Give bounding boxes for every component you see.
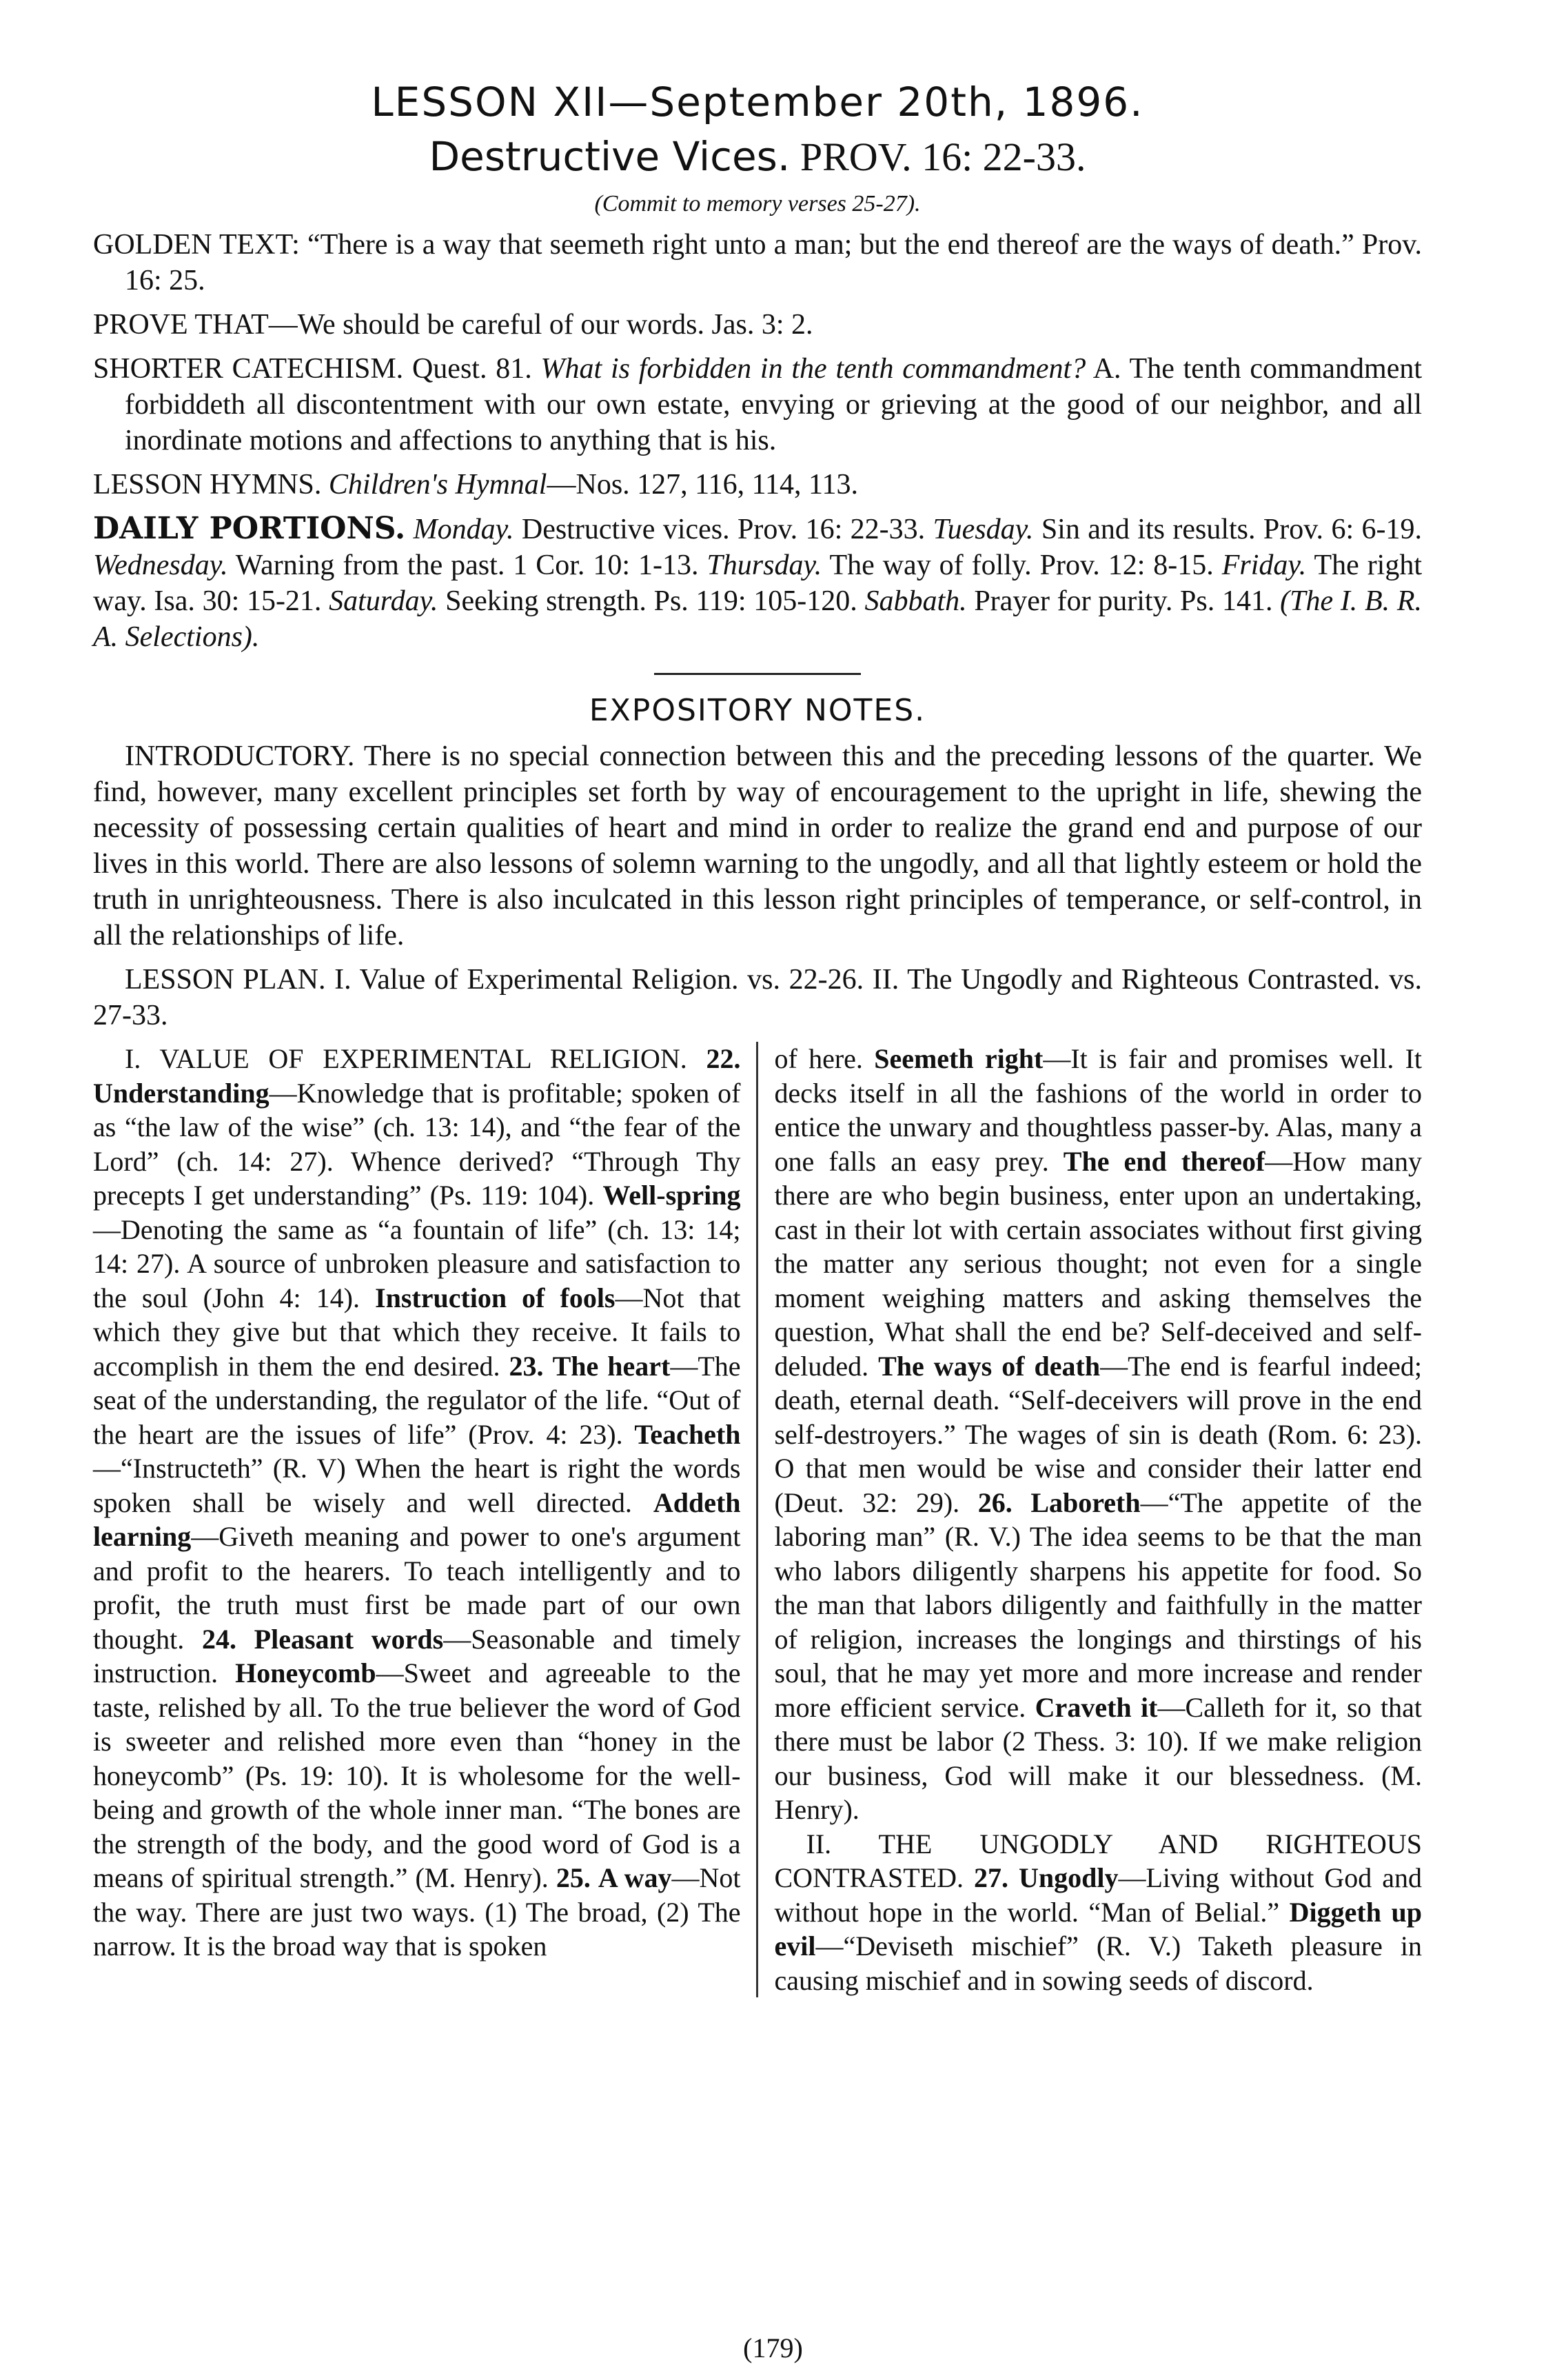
memory-note: (Commit to memory verses 25-27).	[594, 191, 921, 216]
term-teacheth: Teacheth	[634, 1418, 741, 1450]
shorter-catechism	[93, 351, 1422, 458]
section-one-heading: I. VALUE OF EXPERIMENTAL RELIGION.	[125, 1043, 687, 1074]
day-tuesday: Tuesday.	[933, 514, 1034, 545]
hymns-label: LESSON HYMNS.	[93, 469, 322, 501]
note-text: —“Instructeth” (R. V) When the heart is right the words spoken shall be wisely and well directed.	[93, 1453, 741, 1518]
lesson-subject: Destructive Vices.	[429, 133, 791, 180]
golden-text	[93, 227, 1422, 299]
term-seemeth-right: Seemeth right	[874, 1043, 1044, 1074]
lesson-plan-body: I. Value of Experimental Religion. vs. 22-26. II. The Ungodly and Righteous Contrasted. vs. 27-33.	[93, 964, 1422, 1031]
term-addeth-learning: Addeth learning	[93, 1486, 741, 1552]
note-text: of here.	[774, 1043, 863, 1074]
lesson-plan-label: LESSON PLAN.	[125, 964, 326, 996]
catechism-answer: A. The tenth commandment forbiddeth all discontentment with our own estate, envying or grieving at the good of our neighbor, and all inordinate motions and affections to anything that is his.	[125, 353, 1423, 456]
verse-24: 24.	[201, 1623, 236, 1655]
term-well-spring: Well-spring	[602, 1180, 741, 1211]
introductory-body: There is no special connection between this and the preceding lessons of the quarter. We find, however, many excellent principles set forth by way of encouragement to the upright in life, shewing the necessity of possessing certain qualities of heart and mind in order to realize the grand end and purpose of our lives in this world. There are also lessons of solemn warning to the ungodly, and all that lightly esteem or hold the truth in unrighteousness. There is also inculcated in this lesson right principles of temperance, or self-control, in all the relationships of life.	[93, 740, 1422, 951]
term-laboreth: Laboreth	[1030, 1486, 1141, 1518]
verse-27: 27.	[973, 1862, 1008, 1893]
day-monday: Monday.	[413, 514, 514, 545]
day-friday: Friday.	[1221, 549, 1307, 581]
catechism-label: SHORTER CATECHISM.	[93, 353, 404, 385]
portion-saturday: Seeking strength. Ps. 119: 105-120.	[445, 585, 857, 617]
note-text: —Not that which they give but that which they receive. It fails to accomplish in them the end desired.	[93, 1282, 741, 1382]
two-column-notes	[93, 1042, 1422, 1997]
lesson-subject-line	[93, 128, 1422, 185]
note-text: —Knowledge that is profitable; spoken of as “the law of the wise” (ch. 13: 14), and “the fear of the Lord” (ch. 14: 27). Whence derived? “Through Thy precepts I get understanding” (Ps. 119: 104).	[93, 1077, 741, 1211]
verse-22: 22.	[706, 1043, 741, 1074]
term-the-heart: The heart	[552, 1350, 671, 1382]
golden-text-body: “There is a way that seemeth right unto a man; but the end thereof are the ways of death.” Prov. 16: 25.	[125, 229, 1422, 296]
term-the-end-thereof: The end thereof	[1063, 1145, 1265, 1177]
note-text: —Denoting the same as “a fountain of life” (ch. 13: 14; 14: 27). A source of unbroken pleasure and satisfaction to the soul (John 4: 14).	[93, 1213, 741, 1313]
lesson-hymns	[93, 467, 1422, 503]
prove-that-label: PROVE THAT	[93, 309, 269, 341]
day-thursday: Thursday.	[706, 549, 822, 581]
note-text: —Giveth meaning and power to one's argument and profit to the hearers. To teach intelligently and to profit, the truth must first be made part of our own thought.	[93, 1521, 741, 1655]
right-column-text	[775, 1042, 1423, 1827]
portions-source: (The I. B. R. A. Selections).	[93, 585, 1422, 653]
verse-25: 25.	[556, 1862, 591, 1893]
note-text: —“Deviseth mischief” (R. V.) Taketh pleasure in causing mischief and in sowing seeds of discord.	[774, 1930, 1422, 1996]
right-column	[758, 1042, 1423, 1997]
section-divider	[654, 673, 861, 675]
portion-tuesday: Sin and its results. Prov. 6: 6-19.	[1041, 514, 1423, 545]
daily-portions	[93, 511, 1422, 655]
section-two-heading: II. THE UNGODLY AND RIGHTEOUS CONTRASTED.	[774, 1828, 1422, 1893]
note-text: —It is fair and promises well. It decks itself in all the fashions of the world in order to entice the unwary and thoughtless passer-by. Alas, many a one falls an easy prey.	[774, 1043, 1423, 1177]
note-text: —Sweet and agreeable to the taste, relished by all. To the true believer the word of God is sweeter and relished more even than “honey in the honeycomb” (Ps. 19: 10). It is wholesome for the well-being and growth of the whole inner man. “The bones are the strength of the body, and the good word of God is a means of spiritual strength.” (M. Henry).	[93, 1657, 741, 1893]
verse-26: 26.	[977, 1486, 1013, 1518]
day-sabbath: Sabbath.	[864, 585, 967, 617]
prove-that	[93, 307, 1422, 343]
term-diggeth-up-evil: Diggeth up evil	[774, 1896, 1423, 1962]
portion-monday: Destructive vices. Prov. 16: 22-33.	[521, 514, 926, 545]
term-pleasant-words: Pleasant words	[254, 1623, 444, 1655]
term-craveth-it: Craveth it	[1035, 1691, 1158, 1723]
note-text: —“The appetite of the laboring man” (R. V.) The idea seems to be that the man who labors diligently sharpens his appetite for food. So the man that labors diligently and faithfully in the matter of religion, increases the longings and thirstings of his soul, that he may yet more and more increase and render more efficient service.	[774, 1486, 1423, 1723]
note-text: —How many there are who begin business, enter upon an undertaking, cast in their lot with certain associates without first giving the matter any serious thought; not even for a single moment weighing matters and asking themselves the question, What shall the end be? Self-deceived and self-deluded.	[774, 1145, 1423, 1382]
note-text: —The end is fearful indeed; death, eternal death. “Self-deceivers will prove in the end self-destroyers.” The wages of sin is death (Rom. 6: 23). O that men would be wise and consider their latter end (Deut. 32: 29).	[774, 1350, 1422, 1518]
term-understanding: Understanding	[93, 1077, 269, 1109]
left-column	[93, 1042, 758, 1997]
term-ways-of-death: The ways of death	[878, 1350, 1101, 1382]
portion-sabbath: Prayer for purity. Ps. 141.	[974, 585, 1273, 617]
left-column-text	[93, 1042, 741, 1964]
hymns-book: Children's Hymnal	[328, 469, 547, 501]
note-text: —Calleth for it, so that there must be labor (2 Thess. 3: 10). If we make religion our business, God will make it our blessedness. (M. Henry).	[774, 1691, 1422, 1825]
hymns-numbers: —Nos. 127, 116, 114, 113.	[547, 469, 858, 501]
daily-portions-label: DAILY PORTIONS.	[93, 511, 406, 546]
introductory-label: INTRODUCTORY.	[125, 740, 355, 772]
prove-that-body: —We should be careful of our words. Jas. 3: 2.	[268, 309, 813, 341]
note-text: —Living without God and without hope in the world. “Man of Belial.”	[774, 1862, 1423, 1928]
portion-wednesday: Warning from the past. 1 Cor. 10: 1-13.	[235, 549, 699, 581]
note-text: —Not the way. There are just two ways. (1) The broad, (2) The narrow. It is the broad way that is spoken	[93, 1862, 741, 1962]
term-a-way: A way	[598, 1862, 672, 1893]
note-text: —The seat of the understanding, the regulator of the life. “Out of the heart are the issues of life” (Prov. 4: 23).	[93, 1350, 741, 1450]
catechism-question: What is forbidden in the tenth commandment?	[540, 353, 1086, 385]
day-saturday: Saturday.	[329, 585, 438, 617]
lesson-plan	[93, 962, 1422, 1033]
lesson-title: LESSON XII—September 20th, 1896.	[371, 79, 1144, 125]
day-wednesday: Wednesday.	[93, 549, 228, 581]
lesson-reference: PROV. 16: 22-33.	[800, 134, 1086, 179]
verse-23: 23.	[509, 1350, 544, 1382]
section-two-text	[775, 1827, 1423, 1998]
note-text: —Seasonable and timely instruction.	[93, 1623, 741, 1688]
term-honeycomb: Honeycomb	[235, 1657, 376, 1688]
term-ungodly: Ungodly	[1018, 1862, 1119, 1893]
catechism-quest: Quest. 81.	[411, 353, 532, 385]
portion-thursday: The way of folly. Prov. 12: 8-15.	[829, 549, 1214, 581]
page-number: (179)	[743, 2332, 803, 2363]
introductory-paragraph	[93, 738, 1422, 954]
golden-text-label: GOLDEN TEXT:	[93, 229, 300, 261]
portion-friday: The right way. Isa. 30: 15-21.	[93, 549, 1423, 617]
term-instruction-of-fools: Instruction of fools	[375, 1282, 616, 1313]
expository-notes-heading: EXPOSITORY NOTES.	[589, 693, 926, 728]
